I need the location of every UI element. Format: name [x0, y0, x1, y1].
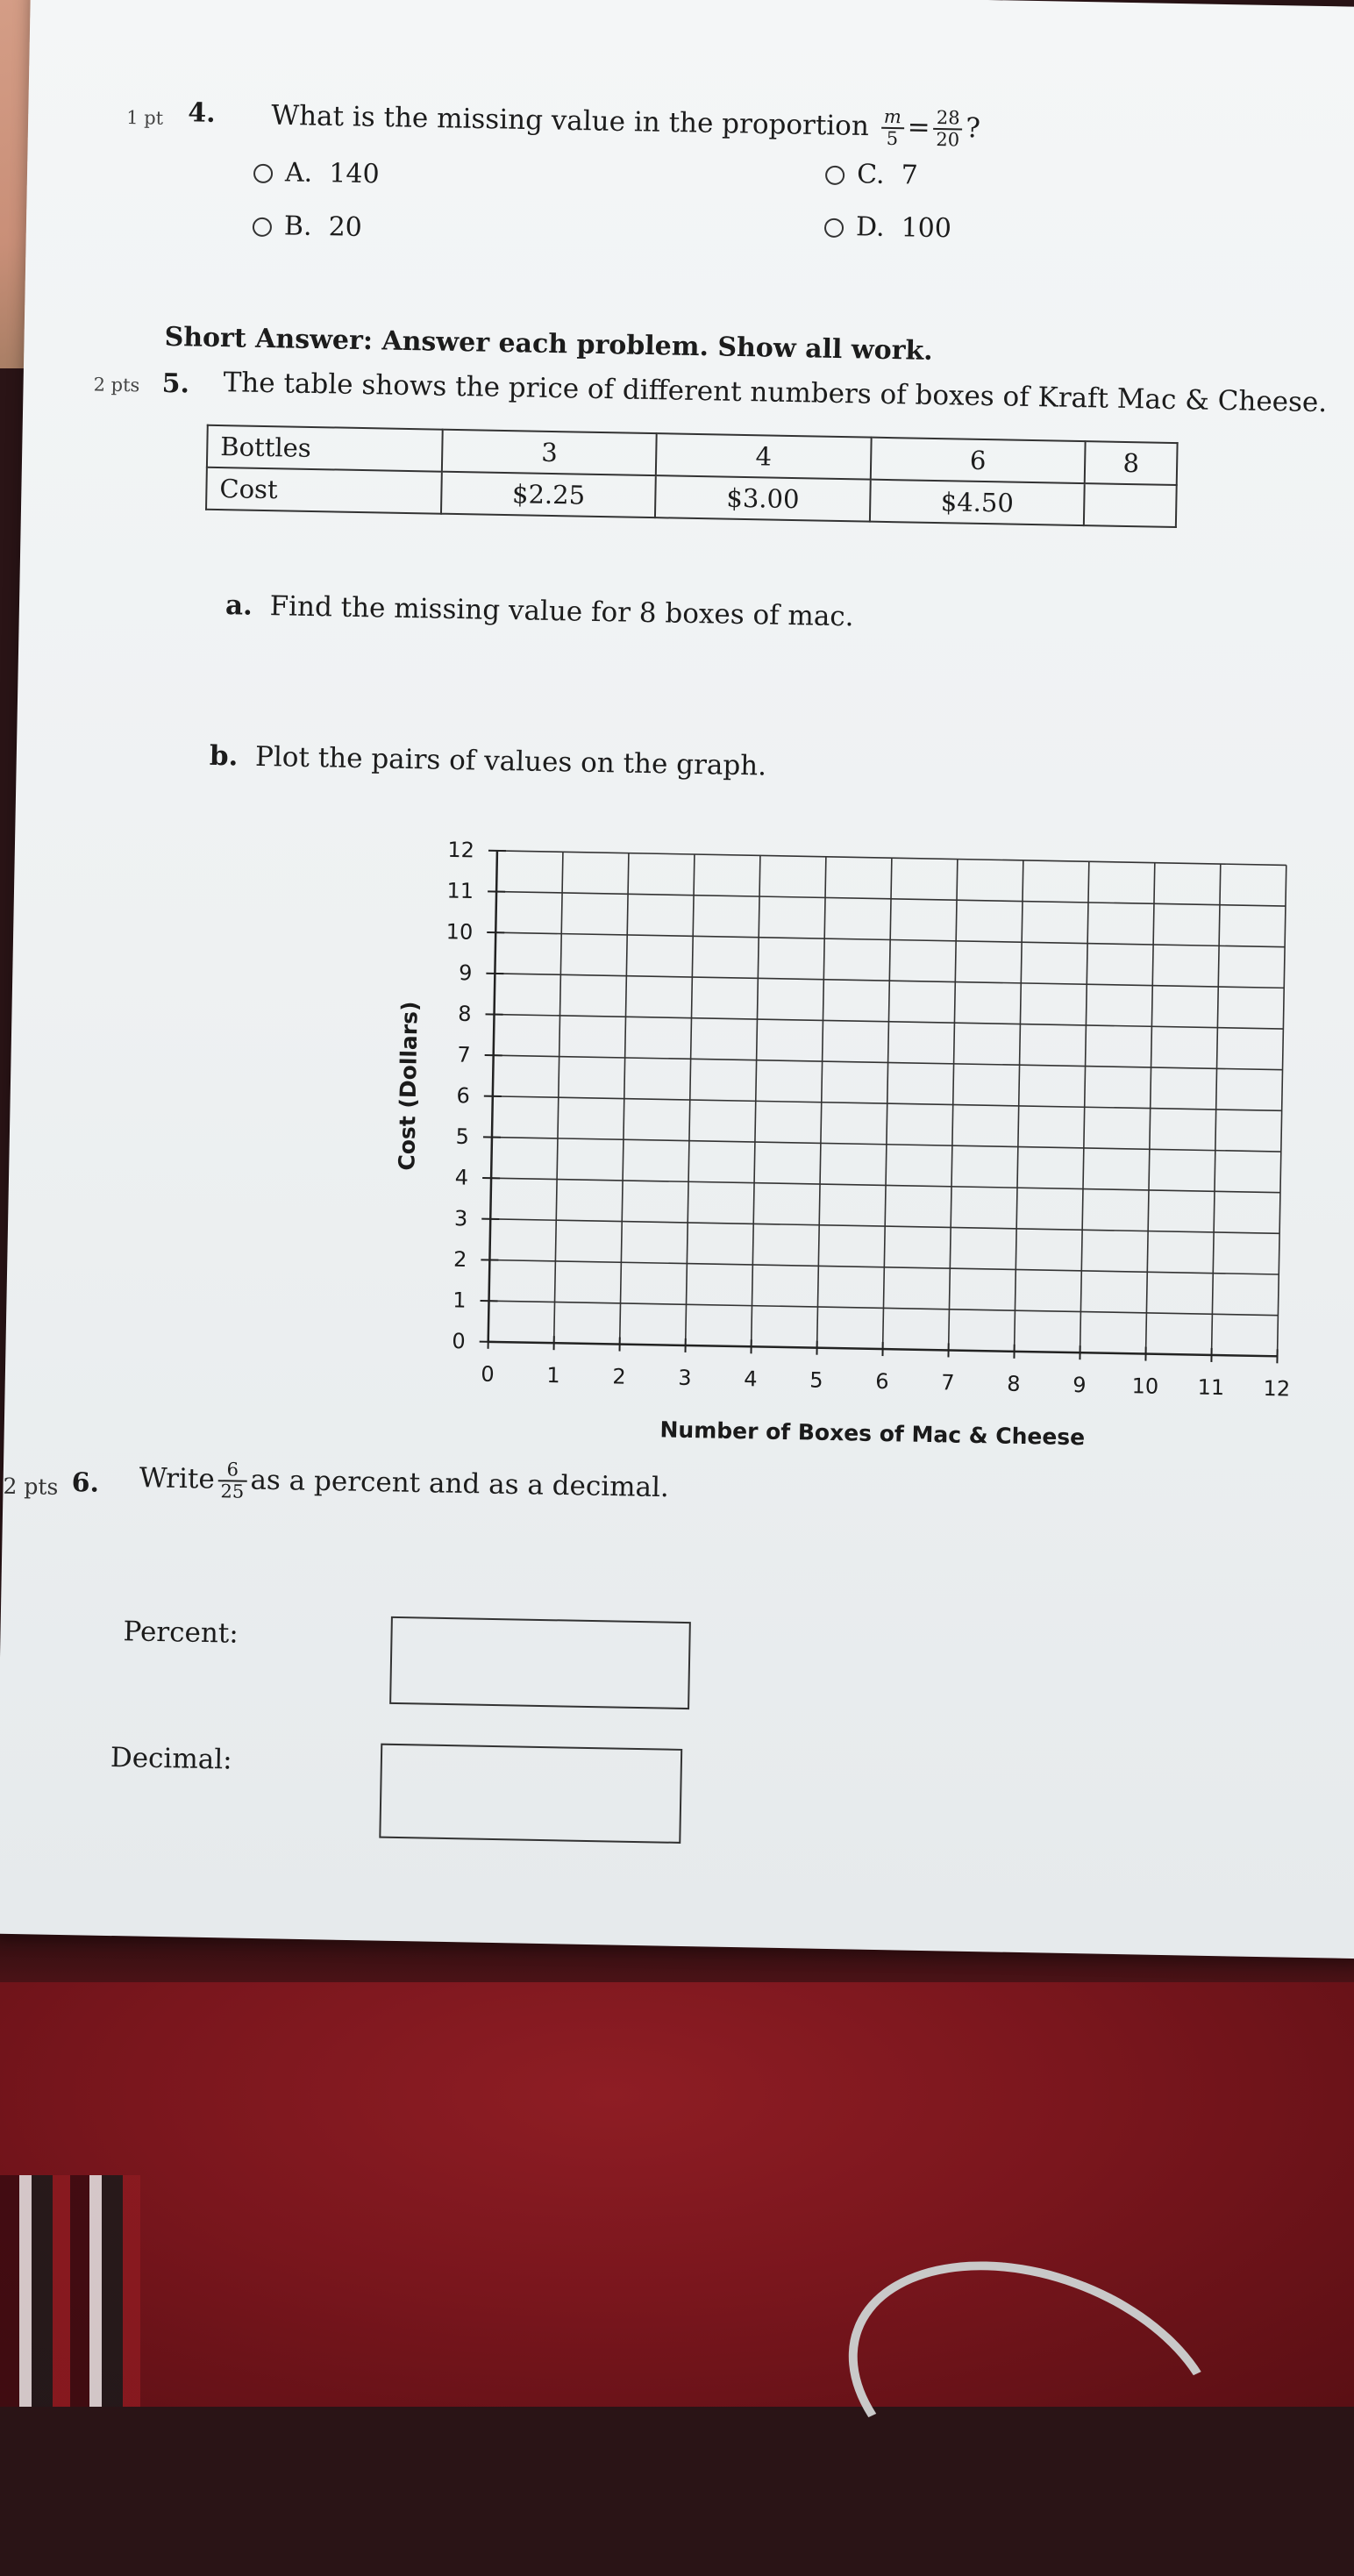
q5-part-b-label: b.	[210, 740, 239, 773]
radio-b-icon[interactable]	[253, 218, 272, 237]
q6-fraction	[217, 1459, 247, 1502]
y-tick-label: 6	[456, 1083, 470, 1108]
q5-part-b	[210, 740, 767, 782]
table-cell-missing[interactable]	[1084, 483, 1177, 527]
q4-option-a-value: 140	[329, 158, 380, 189]
y-tick-label: 3	[454, 1206, 468, 1231]
price-table	[205, 425, 1179, 528]
decimal-answer-box[interactable]	[379, 1744, 682, 1844]
q5-part-b-text: Plot the pairs of values on the graph.	[255, 741, 767, 782]
x-tick-label: 11	[1197, 1375, 1224, 1401]
x-axis-label: Number of Boxes of Mac & Cheese	[659, 1416, 1085, 1450]
short-answer-heading: Short Answer: Answer each problem. Show all work.	[164, 322, 933, 367]
x-tick-label: 7	[941, 1370, 955, 1395]
q4-lhs-fraction	[880, 107, 904, 150]
y-tick-label: 9	[459, 960, 473, 985]
q4-option-c-letter: C.	[857, 159, 885, 190]
y-axis-label: Cost (Dollars)	[394, 1001, 423, 1171]
x-tick-label: 2	[612, 1364, 626, 1388]
q4-text: What is the missing value in the proportion	[271, 100, 869, 142]
y-tick-label: 10	[445, 919, 473, 945]
y-tick-label: 11	[446, 879, 474, 904]
q4-option-b-letter: B.	[284, 211, 312, 242]
q5-text: The table shows the price of different numbers of boxes of Kraft Mac & Cheese.	[223, 367, 1327, 418]
y-tick-label: 5	[455, 1124, 469, 1149]
x-tick-label: 8	[1007, 1372, 1021, 1396]
q4-question	[271, 96, 981, 151]
q4-option-b[interactable]	[253, 211, 362, 243]
q4-option-a[interactable]	[253, 157, 380, 190]
y-tick-label: 2	[453, 1247, 467, 1272]
q6-write: Write	[139, 1462, 215, 1495]
q4-number: 4.	[188, 97, 216, 129]
x-tick-label: 9	[1073, 1373, 1087, 1397]
q5-part-a-label: a.	[225, 589, 253, 622]
x-tick-label: 1	[546, 1363, 560, 1388]
coordinate-grid[interactable]	[355, 831, 1331, 1462]
q4-equals: =	[907, 111, 930, 143]
q4-rhs-den: 20	[933, 130, 962, 151]
table-cell: 3	[442, 430, 657, 475]
x-tick-label: 0	[481, 1362, 495, 1387]
q4-rhs-num: 28	[934, 108, 963, 131]
q5-number: 5.	[161, 368, 189, 400]
q4-question-mark: ?	[966, 112, 980, 144]
y-tick-label: 12	[447, 838, 474, 863]
q4-rhs-fraction	[933, 108, 963, 151]
table-cell: 8	[1085, 441, 1178, 485]
table-cell: 6	[871, 438, 1086, 483]
q6-points: 2 pts	[3, 1474, 58, 1500]
q5-part-a	[225, 589, 854, 632]
q4-lhs-den: 5	[880, 129, 903, 150]
x-tick-label: 6	[875, 1369, 889, 1394]
table-header-cost: Cost	[206, 467, 442, 514]
q4-option-a-letter: A.	[285, 157, 313, 189]
q5-points: 2 pts	[93, 374, 139, 396]
percent-answer-box[interactable]	[389, 1616, 691, 1709]
table-cell: $3.00	[655, 475, 870, 521]
x-tick-label: 3	[678, 1366, 692, 1390]
x-tick-label: 10	[1131, 1374, 1158, 1399]
background-stripe	[0, 2175, 140, 2407]
decimal-label: Decimal:	[110, 1742, 232, 1776]
table-cell: 4	[656, 433, 871, 479]
table-cell: $4.50	[870, 480, 1085, 525]
x-tick-label: 4	[744, 1366, 758, 1391]
q4-option-d-letter: D.	[856, 211, 885, 243]
q5-part-a-text: Find the missing value for 8 boxes of mac.	[269, 590, 854, 632]
y-tick-label: 8	[458, 1002, 472, 1026]
x-tick-label: 12	[1263, 1376, 1290, 1402]
table-header-bottles: Bottles	[207, 425, 443, 472]
radio-d-icon[interactable]	[824, 218, 844, 238]
y-tick-label: 0	[452, 1329, 466, 1353]
table-cell: $2.25	[441, 472, 656, 517]
q6-number: 6.	[71, 1467, 99, 1499]
q4-points: 1 pt	[126, 107, 163, 129]
q4-option-d[interactable]	[824, 211, 951, 245]
y-tick-label: 1	[453, 1288, 467, 1312]
q4-lhs-num: m	[881, 107, 904, 130]
x-tick-label: 5	[809, 1368, 823, 1393]
y-tick-label: 7	[457, 1042, 471, 1067]
radio-a-icon[interactable]	[253, 164, 273, 183]
q4-option-d-value: 100	[901, 212, 951, 244]
q4-option-c-value: 7	[901, 160, 918, 190]
radio-c-icon[interactable]	[825, 166, 844, 185]
q6-frac-num: 6	[218, 1459, 247, 1482]
q6-frac-den: 25	[217, 1481, 246, 1502]
percent-label: Percent:	[123, 1616, 239, 1649]
q6-question	[139, 1459, 669, 1510]
y-tick-label: 4	[455, 1165, 469, 1189]
q4-option-c[interactable]	[825, 159, 918, 191]
q4-option-b-value: 20	[328, 211, 362, 243]
q6-rest: as a percent and as a decimal.	[250, 1464, 669, 1503]
